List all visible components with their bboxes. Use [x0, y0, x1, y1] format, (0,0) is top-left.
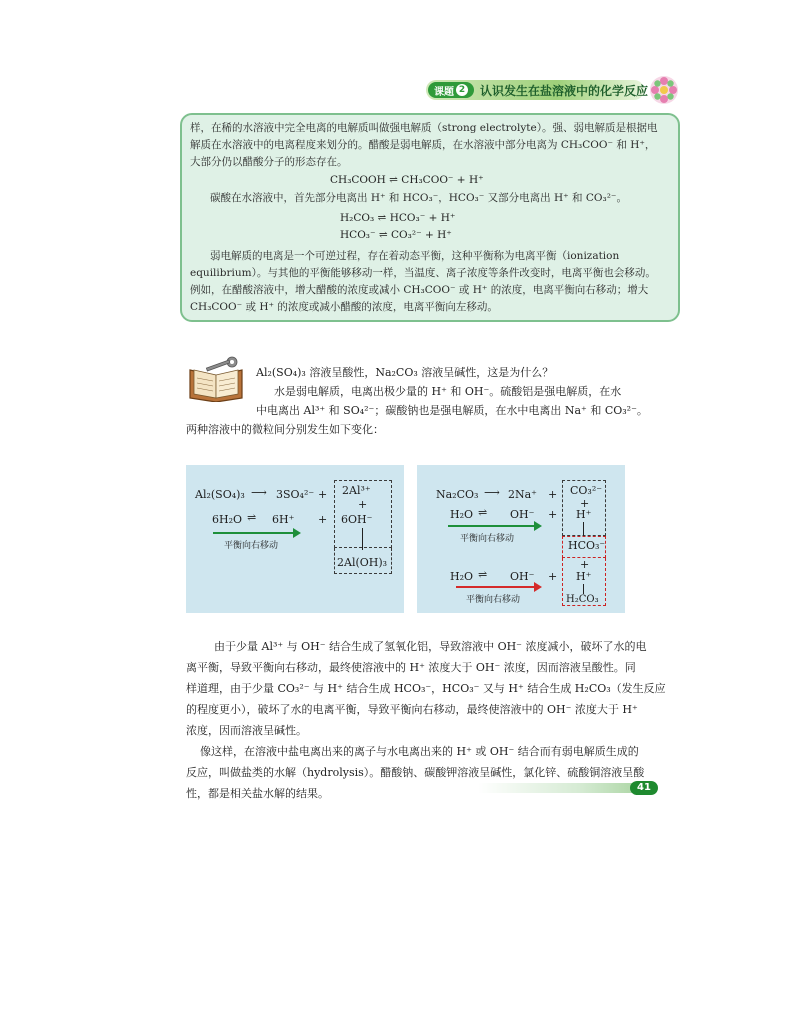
info-line-3: 大部分仍以醋酸分子的形态存在。 [190, 156, 348, 168]
info-line-7: CH₃COO⁻ 或 H⁺ 的浓度或减小醋酸的浓度，电离平衡向左移动。 [190, 301, 498, 313]
chapter-badge [428, 82, 474, 98]
plus-sign: + [580, 497, 590, 510]
shift-right-arrow-2 [456, 586, 540, 588]
info-line-4: 弱电解质的电离是一个可逆过程，存在着动态平衡，这种平衡称为电离平衡（ionization [210, 250, 620, 262]
na2co3-formula: Na₂CO₃ [436, 488, 479, 501]
chapter-number: 2 [456, 84, 468, 96]
equilibrium-arrow-2: ⇌ [478, 568, 488, 581]
reaction-down-line [362, 528, 363, 550]
info-line-5: equilibrium）。与其他的平衡能够移动一样，当温度、离子浓度等条件改变时，电离平衡也会移动。 [190, 267, 656, 279]
reaction-down-line-2 [583, 584, 584, 594]
chapter-title: 认识发生在盐溶液中的化学反应 [480, 84, 649, 98]
body-line-8: 性，都是相关盐水解的结果。 [186, 787, 329, 800]
carbonate-ion: CO₃²⁻ [570, 484, 603, 497]
plus-sign: + [548, 570, 558, 583]
answer-line-3: 两种溶液中的微粒间分别发生如下变化： [186, 423, 384, 436]
chapter-label: 课题 [434, 86, 454, 98]
question-text: Al₂(SO₄)₃ 溶液呈酸性，Na₂CO₃ 溶液呈碱性，这是为什么？ [256, 366, 554, 379]
body-line-1: 由于少量 Al³⁺ 与 OH⁻ 结合生成了氢氧化铝，导致溶液中 OH⁻ 浓度减小，破坏了水的电 [214, 640, 647, 653]
plus-sign: + [318, 488, 328, 501]
hydroxide-ion: OH⁻ [510, 508, 535, 521]
water-formula-2: H₂O [450, 570, 474, 583]
carbonic-acid: H₂CO₃ [566, 594, 599, 605]
plus-sign: + [548, 508, 558, 521]
plus-sign: + [580, 558, 590, 571]
page-number: 41 [630, 781, 658, 795]
answer-line-1: 水是弱电解质，电离出极少量的 H⁺ 和 OH⁻。硫酸铝是强电解质，在水 [274, 385, 622, 398]
info-carbonic-line: 碳酸在水溶液中，首先部分电离出 H⁺ 和 HCO₃⁻，HCO₃⁻ 又部分电离出 H⁺ 和 CO₃²⁻。 [210, 192, 627, 204]
water-formula: 6H₂O [212, 513, 243, 526]
shift-right-arrow-1 [448, 525, 540, 527]
body-line-3: 样道理，由于少量 CO₃²⁻ 与 H⁺ 结合生成 HCO₃⁻，HCO₃⁻ 又与 H⁺ 结合生成 H₂CO₃（发生反应 [186, 682, 666, 695]
hydrogen-ion: H⁺ [576, 508, 592, 521]
answer-line-2: 中电离出 Al³⁺ 和 SO₄²⁻；碳酸钠也是强电解质，在水中电离出 Na⁺ 和 CO₃²⁻。 [256, 404, 648, 417]
bicarbonate-ion: HCO₃⁻ [568, 539, 606, 552]
al3-ion: 2Al³⁺ [342, 484, 371, 497]
info-line-1: 样，在稀的水溶液中完全电离的电解质叫做强电解质（strong electrolyte）。强、弱电解质是根据电 [190, 122, 658, 134]
equation-carbonic-1: H₂CO₃ ⇌ HCO₃⁻ + H⁺ [340, 212, 456, 224]
plus-sign: + [318, 513, 328, 526]
shift-label-2: 平衡向右移动 [466, 595, 521, 605]
equation-carbonic-2: HCO₃⁻ ⇌ CO₃²⁻ + H⁺ [340, 229, 452, 241]
plus-sign: + [358, 498, 368, 511]
al2so43-formula: Al₂(SO₄)₃ [195, 488, 245, 501]
equilibrium-arrow: ⇌ [478, 506, 488, 519]
equilibrium-arrow: ⇌ [247, 511, 257, 524]
hydrogen-ion-2: H⁺ [576, 570, 592, 583]
hydrogen-ion: 6H⁺ [272, 513, 295, 526]
body-line-6: 像这样，在溶液中盐电离出来的离子与水电离出来的 H⁺ 或 OH⁻ 结合而有弱电解质生成的 [200, 745, 639, 758]
body-line-5: 浓度，因而溶液呈碱性。 [186, 724, 307, 737]
flower-logo-icon [648, 74, 680, 106]
shift-right-arrow [213, 532, 299, 534]
info-line-2: 解质在水溶液中的电离程度来划分的。醋酸是弱电解质，在水溶液中部分电离为 CH₃COO⁻ 和 H⁺， [190, 139, 656, 151]
shift-label: 平衡向右移动 [224, 541, 279, 551]
body-line-4: 的程度更小），破坏了水的电离平衡，导致平衡向右移动，最终使溶液中的 OH⁻ 浓度大于 H⁺ [186, 703, 638, 716]
sulfate-ion: 3SO₄²⁻ [276, 488, 315, 501]
body-line-7: 反应，叫做盐类的水解（hydrolysis）。醋酸钠、碳酸钾溶液呈碱性，氯化锌、硫酸铜溶液呈酸 [186, 766, 645, 779]
body-line-2: 离平衡，导致平衡向右移动，最终使溶液中的 H⁺ 浓度大于 OH⁻ 浓度，因而溶液呈酸性。同 [186, 661, 636, 674]
sodium-ion: 2Na⁺ [508, 488, 537, 501]
info-line-6: 例如，在醋酸溶液中，增大醋酸的浓度或减小 CH₃COO⁻ 或 H⁺ 的浓度，电离平衡向右移动；增大 [190, 284, 649, 296]
water-formula: H₂O [450, 508, 474, 521]
reaction-down-line [583, 522, 584, 536]
plus-sign: + [548, 488, 558, 501]
ionization-arrow: ⟶ [484, 486, 500, 499]
equation-acetic: CH₃COOH ⇌ CH₃COO⁻ + H⁺ [330, 174, 484, 186]
shift-label-1: 平衡向右移动 [460, 534, 515, 544]
book-key-icon [186, 356, 246, 402]
hydroxide-ion-2: OH⁻ [510, 570, 535, 583]
ionization-arrow: ⟶ [251, 486, 267, 499]
hydroxide-ion: 6OH⁻ [341, 513, 373, 526]
aluminum-hydroxide: 2Al(OH)₃ [337, 556, 388, 569]
footer-bar [478, 783, 646, 793]
